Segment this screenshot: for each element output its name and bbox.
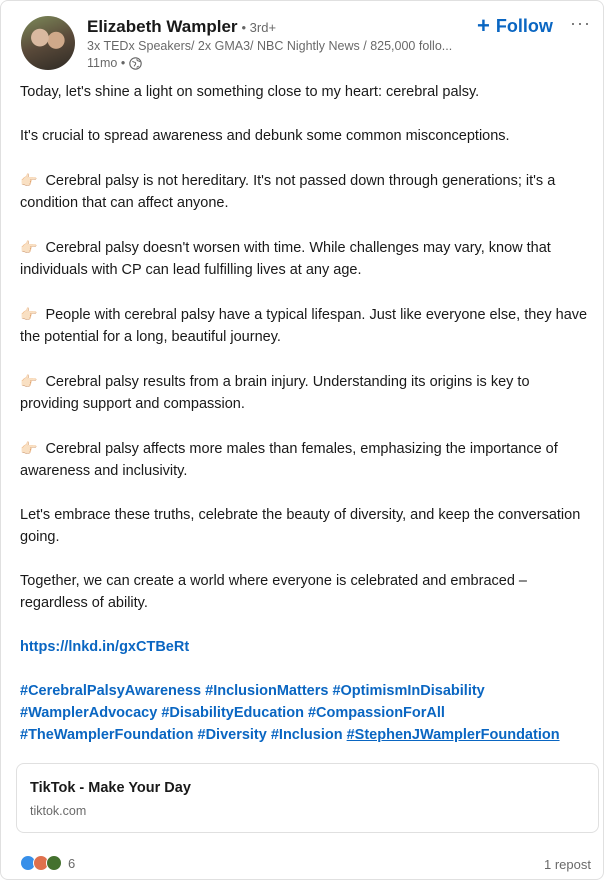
- bullet-item: 👉🏻 Cerebral palsy results from a brain injury. Understanding its origins is key to providing support and compassion.: [20, 370, 590, 415]
- hashtag-link[interactable]: #CompassionForAll: [307, 705, 445, 721]
- author-headline: 3x TEDx Speakers/ 2x GMA3/ NBC Nightly News / 825,000 follo...: [87, 39, 453, 53]
- follow-label: Follow: [495, 15, 553, 36]
- post-time: 11mo •: [87, 56, 126, 70]
- bullet-item: 👉🏻 Cerebral palsy is not hereditary. It's not passed down through generations; it's a condition that can affect anyone.: [20, 169, 590, 214]
- post-meta: [87, 56, 142, 70]
- bullet-item: 👉🏻 Cerebral palsy affects more males than females, emphasizing the importance of awareness and inclusivity.: [20, 437, 590, 482]
- pointing-finger-icon: 👉🏻: [20, 373, 38, 389]
- plus-icon: +: [477, 13, 490, 38]
- link-preview-domain: tiktok.com: [30, 804, 87, 818]
- post-paragraph: Today, let's shine a light on something close to my heart: cerebral palsy.: [20, 84, 480, 100]
- reaction-count[interactable]: 6: [68, 855, 76, 871]
- hashtags: [20, 680, 590, 746]
- link-preview-card[interactable]: [16, 763, 599, 833]
- more-options-icon[interactable]: ···: [570, 13, 591, 33]
- hashtag-link[interactable]: #InclusionMatters: [205, 683, 329, 699]
- hashtag-link[interactable]: #OptimismInDisability: [332, 683, 485, 699]
- post-text: [20, 81, 590, 768]
- author-name-row: [87, 17, 276, 37]
- pointing-finger-icon: 👉🏻: [20, 306, 38, 322]
- author-avatar[interactable]: [21, 16, 75, 70]
- hashtag-link[interactable]: #CerebralPalsyAwareness: [20, 683, 202, 699]
- social-counts[interactable]: [20, 855, 75, 871]
- post-header: [1, 1, 603, 77]
- hashtag-link[interactable]: #WamplerAdvocacy: [20, 705, 158, 721]
- post-paragraph: It's crucial to spread awareness and debunk some common misconceptions.: [20, 128, 510, 144]
- hashtag-link[interactable]: #TheWamplerFoundation: [20, 727, 194, 743]
- hashtag-link[interactable]: #Diversity: [197, 727, 267, 743]
- bullet-item: 👉🏻 Cerebral palsy doesn't worsen with time. While challenges may vary, know that individuals with CP can lead fulfilling lives at any age.: [20, 236, 590, 281]
- bullet-item: 👉🏻 People with cerebral palsy have a typical lifespan. Just like everyone else, they have the potential for a long, beautiful journey.: [20, 303, 590, 348]
- hashtag-link[interactable]: #DisabilityEducation: [161, 705, 304, 721]
- post-paragraph: Let's embrace these truths, celebrate the beauty of diversity, and keep the conversation going.: [20, 507, 581, 545]
- repost-count[interactable]: 1 repost: [544, 857, 591, 872]
- follow-button[interactable]: [477, 13, 553, 39]
- pointing-finger-icon: 👉🏻: [20, 172, 38, 188]
- author-name[interactable]: Elizabeth Wampler: [87, 17, 238, 36]
- pointing-finger-icon: 👉🏻: [20, 440, 38, 456]
- link-preview-title: TikTok - Make Your Day: [30, 780, 191, 796]
- insightful-reaction-icon: [46, 855, 62, 871]
- pointing-finger-icon: 👉🏻: [20, 239, 38, 255]
- hashtag-link[interactable]: #StephenJWamplerFoundation: [346, 727, 560, 743]
- post-url-link[interactable]: https://lnkd.in/gxCTBeRt: [20, 639, 190, 655]
- hashtag-link[interactable]: #Inclusion: [270, 727, 343, 743]
- reaction-icons: [20, 855, 64, 871]
- url-paragraph: [20, 636, 590, 658]
- globe-icon: [129, 57, 142, 70]
- post-paragraph: Together, we can create a world where everyone is celebrated and embraced – regardless of ability.: [20, 573, 527, 611]
- connection-degree: • 3rd+: [241, 20, 277, 35]
